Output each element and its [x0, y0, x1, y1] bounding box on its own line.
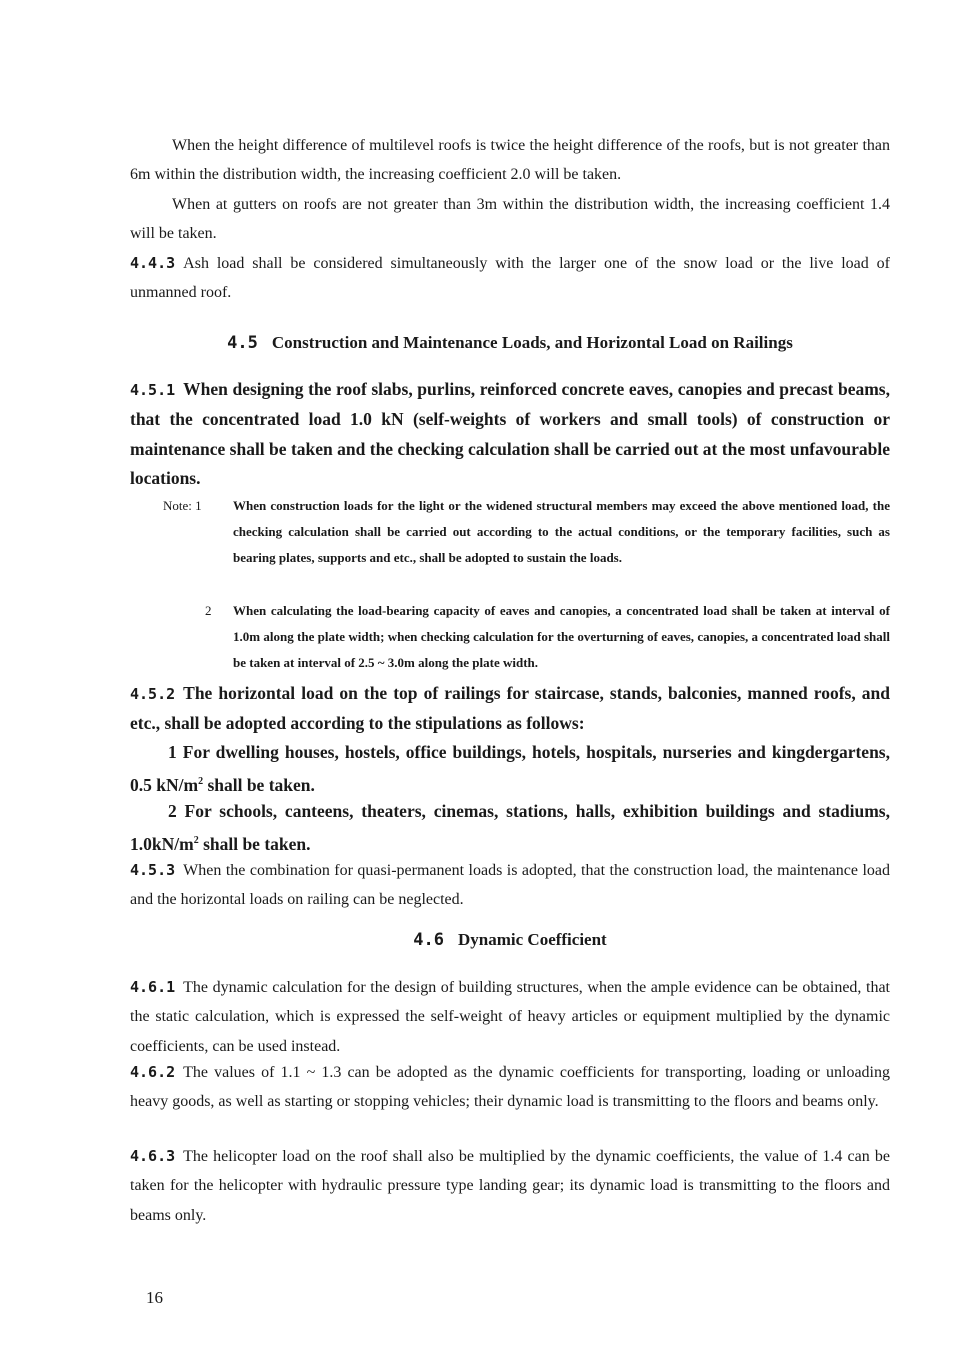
- clause-text: When designing the roof slabs, purlins, reinforced concrete eaves, canopies and precast beams, that the concentrated load 1.0 kN (self-weights of workers and small tools) of construction or maintenance shall be taken and the checking calculation shall be carried out at the most unfavourable locations.: [130, 379, 890, 488]
- clause-text: The values of 1.1 ~ 1.3 can be adopted as the dynamic coefficients for transporting, loading or unloading heavy goods, as well as starting or stopping vehicles; their dynamic load is transmitting to the floors and beams only.: [130, 1064, 890, 1111]
- clause-text: The dynamic calculation for the design of building structures, when the ample evidence can be obtained, that the static calculation, which is expressed the self-weight of heavy articles or equipment multiplied by the dynamic coefficients, can be used instead.: [130, 979, 890, 1055]
- clause-number: 4.5.2: [130, 685, 176, 703]
- paragraph-text: When at gutters on roofs are not greater than 3m within the distribution width, the increasing coefficient 1.4 will be taken.: [130, 196, 890, 243]
- item-text: 1 For dwelling houses, hostels, office buildings, hotels, hospitals, nurseries and kingdergartens, 0.5 kN/m: [130, 742, 890, 796]
- clause-4-6-3: [130, 1142, 890, 1230]
- item-text-end: shall be taken.: [198, 834, 311, 855]
- clause-4-4-3: [130, 249, 890, 308]
- clause-4-5-1: [130, 375, 890, 493]
- paragraph-gutters: [130, 190, 890, 249]
- note-label: 2: [205, 603, 212, 618]
- clause-4-6-2: [130, 1058, 890, 1117]
- note-label: Note: 1: [163, 498, 202, 513]
- list-item-1: [130, 738, 890, 800]
- item-text-end: shall be taken.: [203, 775, 315, 796]
- clause-text: When the combination for quasi-permanent loads is adopted, that the construction load, the maintenance load and the horizontal loads on railing can be neglected.: [130, 862, 890, 909]
- clause-text: The horizontal load on the top of railings for staircase, stands, balconies, manned roofs, and etc., shall be adopted according to the stipulations as follows:: [130, 683, 890, 734]
- clause-number: 4.6.1: [130, 978, 176, 996]
- clause-number: 4.5.3: [130, 861, 176, 879]
- section-title: Construction and Maintenance Loads, and Horizontal Load on Railings: [271, 333, 793, 352]
- paragraph-multilevel-roofs: [130, 131, 890, 190]
- note-text: When construction loads for the light or the widened structural members may exceed the above mentioned load, the checking calculation shall be carried out according to the actual conditions, or the temporary facilities, such as bearing plates, supports and etc., shall be adopted to sustain the loads.: [233, 498, 890, 565]
- superscript: 2: [193, 835, 199, 847]
- list-item-2: [130, 797, 890, 859]
- superscript: 2: [198, 776, 204, 788]
- clause-number: 4.6.2: [130, 1063, 176, 1081]
- clause-number: 4.6.3: [130, 1147, 176, 1165]
- section-heading-4-6: [130, 930, 890, 950]
- clause-4-5-3: [130, 856, 890, 915]
- section-title: Dynamic Coefficient: [458, 930, 607, 949]
- clause-text: The helicopter load on the roof shall also be multiplied by the dynamic coefficients, the value of 1.4 can be taken for the helicopter with hydraulic pressure type landing gear; its dynamic load is transmitting to the floors and beams only.: [130, 1148, 890, 1224]
- note-1: [163, 493, 890, 571]
- note-2: [163, 598, 890, 676]
- page-number: 16: [146, 1288, 163, 1307]
- section-number: 4.6: [413, 930, 444, 950]
- paragraph-text: When the height difference of multilevel roofs is twice the height difference of the roofs, but is not greater than 6m within the distribution width, the increasing coefficient 2.0 will be taken.: [130, 137, 890, 184]
- note-text: When calculating the load-bearing capacity of eaves and canopies, a concentrated load shall be taken at interval of 1.0m along the plate width; when checking calculation for the overturning of eaves, canopies, a concentrated load shall be taken at interval of 2.5 ~ 3.0m along the plate width.: [233, 603, 890, 670]
- clause-4-5-2: [130, 679, 890, 739]
- item-text: 2 For schools, canteens, theaters, cinemas, stations, halls, exhibition buildings and stadiums, 1.0kN/m: [130, 801, 890, 855]
- clause-4-6-1: [130, 973, 890, 1061]
- clause-number: 4.5.1: [130, 381, 176, 399]
- clause-text: Ash load shall be considered simultaneously with the larger one of the snow load or the live load of unmanned roof.: [130, 255, 890, 302]
- clause-number: 4.4.3: [130, 254, 176, 272]
- section-heading-4-5: [130, 333, 890, 353]
- section-number: 4.5: [227, 333, 258, 353]
